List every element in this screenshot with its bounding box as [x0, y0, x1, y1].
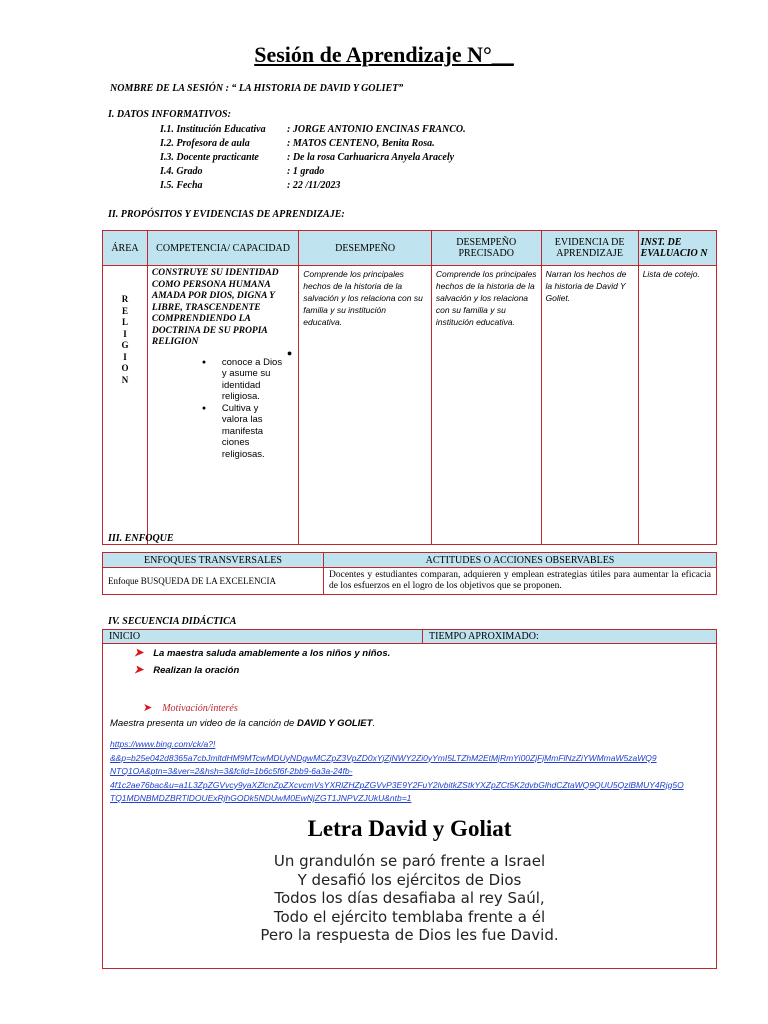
section-secuencia: IV. SECUENCIA DIDÁCTICA [108, 616, 237, 627]
area-letter: L [121, 317, 128, 327]
area-letter: N [121, 374, 129, 385]
desempeno-cell: Comprende los principales hechos de la historia de la salvación y los relaciona con su familia y su institución educativa. [299, 266, 432, 545]
col-header-desempeno-precisado: DESEMPEÑO PRECISADO [431, 231, 541, 266]
col-header-actitudes: ACTITUDES O ACCIONES OBSERVABLES [324, 553, 717, 568]
session-name: NOMBRE DE LA SESIÓN : “ LA HISTORIA DE DAVID Y GOLIET” [110, 83, 404, 94]
secuencia-header [102, 629, 717, 644]
col-header-evidencia: EVIDENCIA DE APRENDIZAJE [541, 231, 638, 266]
info-value: : 1 grado [287, 166, 325, 177]
info-label: I.3. Docente practicante [160, 152, 259, 163]
inicio-label: INICIO [103, 630, 423, 644]
link-line[interactable]: 4f1c2ae76bac&u=a1L3ZpZGVvcy9yaXZlcnZpZXcvcmVsYXRlZHZpZGVvP3E9Y2FuY2lvbitkZStkYXZpZCt5K2dvbGlhdCZtaWQ9QUU5QzlBMUY4Rjg5O [110, 779, 684, 790]
lyrics-line: Todo el ejército temblaba frente a él [273, 907, 546, 926]
table-header-row [103, 630, 717, 644]
info-label: I.1. Institución Educativa [160, 124, 266, 135]
table-row [103, 568, 717, 595]
arrow-bullet-icon: ➤ [134, 647, 144, 659]
info-label: I.5. Fecha [160, 180, 203, 191]
info-row-institucion [160, 124, 466, 135]
col-header-instrumento: INST. DE EVALUACIO N [638, 231, 716, 266]
table-row [103, 266, 717, 545]
list-item [134, 663, 239, 676]
desempeno-precisado-cell: Comprende los principales hechos de la historia de la salvación y los relaciona con su familia y su institución educativa. [431, 266, 541, 545]
area-letter: R [121, 294, 129, 304]
inicio-item-text: La maestra saluda amablemente a los niños y niños. [153, 648, 391, 659]
arrow-bullet-icon: ➤ [134, 664, 144, 676]
section-datos-informativos: I. DATOS INFORMATIVOS: [108, 109, 231, 120]
area-letter: O [121, 363, 129, 373]
col-header-desempeno: DESEMPEÑO [299, 231, 432, 266]
area-letter: I [123, 351, 127, 362]
info-label: I.4. Grado [160, 166, 203, 177]
motivacion-heading [143, 698, 238, 716]
area-letter: G [121, 340, 129, 350]
actitud-cell: Docentes y estudiantes comparan, adquieren y emplean estrategias útiles para aumentar la eficacia de los esfuerzos en el logro de los objetivos que se proponen. [324, 568, 717, 595]
col-header-area: ÁREA [103, 231, 148, 266]
table-header-row [103, 553, 717, 568]
video-description: Maestra presenta un video de la canción de DAVID Y GOLIET. [110, 718, 376, 729]
info-value: : De la rosa Carhuaricra Anyela Aracely [287, 152, 455, 163]
table-header-row [103, 231, 717, 266]
bullet-icon: ● [201, 404, 207, 412]
info-row-grado [160, 166, 324, 177]
lyrics-title: Letra David y Goliat [307, 816, 512, 841]
link-line[interactable]: https://www.bing.com/ck/a?! [110, 739, 216, 749]
link-line[interactable]: TQ1MDNBMDZBRTlDOUExRjhGODk5NDUwM0EwNjZGT1JNPVZJUkU&ntb=1 [110, 793, 412, 803]
bullet-icon: ● [286, 347, 293, 358]
inicio-item-text: Realizan la oración [153, 665, 240, 676]
info-value: : 22 /11/2023 [287, 180, 341, 191]
capacidades-list [201, 356, 284, 461]
info-label: I.2. Profesora de aula [160, 138, 250, 149]
info-row-profesora [160, 138, 435, 149]
info-row-fecha [160, 180, 340, 191]
page-title: Sesión de Aprendizaje N°__ [254, 42, 514, 67]
col-header-enfoques: ENFOQUES TRANSVERSALES [103, 553, 324, 568]
lyrics-line: Todos los días desafiaba al rey Saúl, [274, 889, 545, 907]
col-header-competencia: COMPETENCIA/ CAPACIDAD [147, 231, 298, 266]
evidencia-cell: Narran los hechos de la historia de David Y Goliet. [541, 266, 638, 545]
competencia-text: CONSTRUYE SU IDENTIDAD COMO PERSONA HUMANA AMADA POR DIOS, DIGNA Y LIBRE, TRASCENDENTE COMPRENDIENDO LA DOCTRINA DE SU PROPIA RELIGION [151, 268, 279, 347]
instrumento-cell: Lista de cotejo. [638, 266, 716, 545]
tiempo-label: TIEMPO APROXIMADO: [423, 630, 717, 644]
link-line[interactable]: &&p=b25e042d8365a7cbJmltdHM9MTcwMDUyNDgwMCZpZ3VpZD0xYjZjNWY2Zi0yYmI5LTZhM2EtMjRmYi00ZjFjMmFlNzZiYWMmaW5zaWQ9 [110, 752, 657, 763]
area-cell [103, 266, 148, 545]
arrow-bullet-icon: ➤ [143, 702, 153, 714]
area-letter: E [121, 305, 128, 316]
lyrics-line: Y desafió los ejércitos de Dios [297, 870, 522, 889]
motivacion-text: Motivación/interés [162, 703, 238, 714]
info-row-docente [160, 152, 454, 163]
info-value: : JORGE ANTONIO ENCINAS FRANCO. [287, 124, 466, 135]
info-value: : MATOS CENTENO, Benita Rosa. [287, 138, 435, 149]
list-item: ● conoce a Dios y asume su identidad religiosa. [201, 356, 283, 402]
bullet-icon: ● [201, 358, 207, 366]
list-item: ● Cultiva y valora las manifesta ciones religiosas. [201, 402, 265, 460]
video-link[interactable] [110, 738, 718, 806]
lyrics-line: Pero la respuesta de Dios les fue David. [260, 926, 559, 944]
enfoque-table [102, 552, 717, 595]
propositos-table [102, 230, 717, 545]
enfoque-cell: Enfoque BUSQUEDA DE LA EXCELENCIA [103, 568, 324, 595]
lyrics-block [102, 852, 717, 945]
section-enfoque: III. ENFOQUE [108, 533, 174, 544]
area-letter: I [123, 328, 127, 339]
section-propositos: II. PROPÓSITOS Y EVIDENCIAS DE APRENDIZAJE: [108, 209, 345, 220]
link-line[interactable]: NTQ1OA&ptn=3&ver=2&hsh=3&fclid=1b6c5f6f-2bb9-6a3a-24fb- [110, 766, 353, 776]
list-item [134, 646, 390, 659]
competencia-cell [147, 266, 298, 545]
lyrics-line: Un grandulón se paró frente a Israel [273, 852, 546, 870]
